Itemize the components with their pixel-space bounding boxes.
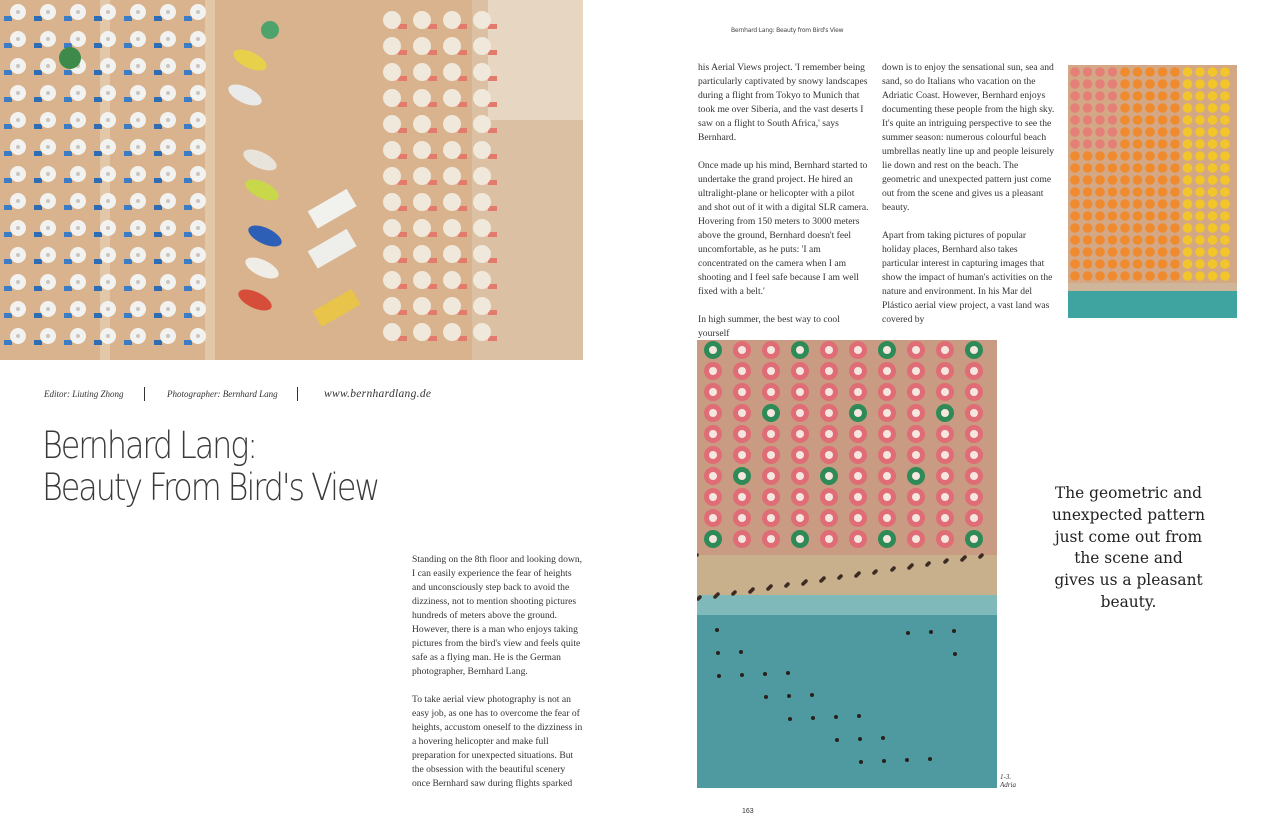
title-line-1: Bernhard Lang: bbox=[42, 424, 256, 467]
page-number: 163 bbox=[742, 808, 754, 815]
intro-paragraph-1: Standing on the 8th floor and looking down, I can easily experience the fear of heights and unconsciously step back to avoid the dizziness, not to mention shooting pictures hundreds of meters above the ground. However, there is a man who enjoys taking pictures from the bird's view and feels quite safe as a flying man. He is the German photographer, Bernhard Lang. bbox=[412, 554, 583, 677]
column1-paragraph-1: his Aerial Views project. 'I remember being particularly captivated by snowy landscapes during a flight from Tokyo to Munich that took me over Siberia, and the vast deserts I saw on a flight to South Africa,' says Bernhard. bbox=[698, 62, 868, 143]
body-column-2 bbox=[882, 61, 1056, 341]
website-link[interactable]: www.bernhardlang.de bbox=[324, 388, 432, 400]
credit-divider bbox=[144, 387, 145, 401]
editor-credit: Editor: Liuting Zhong bbox=[44, 389, 124, 399]
aerial-photo-beach-boats bbox=[0, 0, 583, 360]
aerial-photo-pink-umbrellas-sea bbox=[697, 340, 997, 788]
aerial-photo-orange-yellow-umbrellas bbox=[1068, 65, 1237, 318]
intro-paragraph-2: To take aerial view photography is not an easy job, as one has to overcome the fear of heights, accustom oneself to the dizziness in a hovering helicopter and make full preparation for unexpected situations. But the obsession with the beautiful scenery once Bernhard saw during flights sparked bbox=[412, 694, 583, 789]
running-header: Bernhard Lang: Beauty from Bird's View bbox=[731, 27, 844, 34]
article-title bbox=[42, 425, 378, 509]
intro-column bbox=[412, 553, 584, 805]
column1-paragraph-3: In high summer, the best way to cool yourself bbox=[698, 314, 840, 339]
column2-paragraph-2: Apart from taking pictures of popular holiday places, Bernhard also takes particular interest in capturing images that show the impact of human's activities on the nature and environment. In his Mar del Plástico aerial view project, a vast land was covered by bbox=[882, 230, 1053, 325]
pull-quote: The geometric and unexpected pattern just come out from the scene and gives us a pleasant beauty. bbox=[1052, 484, 1206, 611]
photographer-credit: Photographer: Bernhard Lang bbox=[167, 389, 278, 399]
caption-number: 1-3. bbox=[1000, 773, 1012, 781]
column2-paragraph-1: down is to enjoy the sensational sun, sea and sand, so do Italians who vacation on the Adriatic Coast. However, Bernhard enjoys documenting these people from the high sky. It's quite an intriguing perspective to see the summer season: numerous colourful beach umbrellas neatly line up and people leisurely lie down and rest on the beach. The geometric and unexpected pattern just come out from the scene and gives us a pleasant beauty. bbox=[882, 62, 1055, 213]
caption-place: Adria bbox=[1000, 781, 1016, 789]
body-column-1 bbox=[698, 61, 870, 355]
title-line-2: Beauty From Bird's View bbox=[42, 466, 379, 509]
credits-line bbox=[44, 384, 431, 404]
credit-divider bbox=[297, 387, 298, 401]
photo-caption bbox=[1000, 773, 1016, 789]
column1-paragraph-2: Once made up his mind, Bernhard started to undertake the grand project. He hired an ultralight-plane or helicopter with a pilot and shot out of it with a digital SLR camera. Hovering from 150 meters to 3000 meters above the ground, Bernhard doesn't feel uncomfortable, as he puts: 'I am concentrated on the camera when I am shooting and I feel safe because I am well fixed with a belt.' bbox=[698, 160, 869, 297]
